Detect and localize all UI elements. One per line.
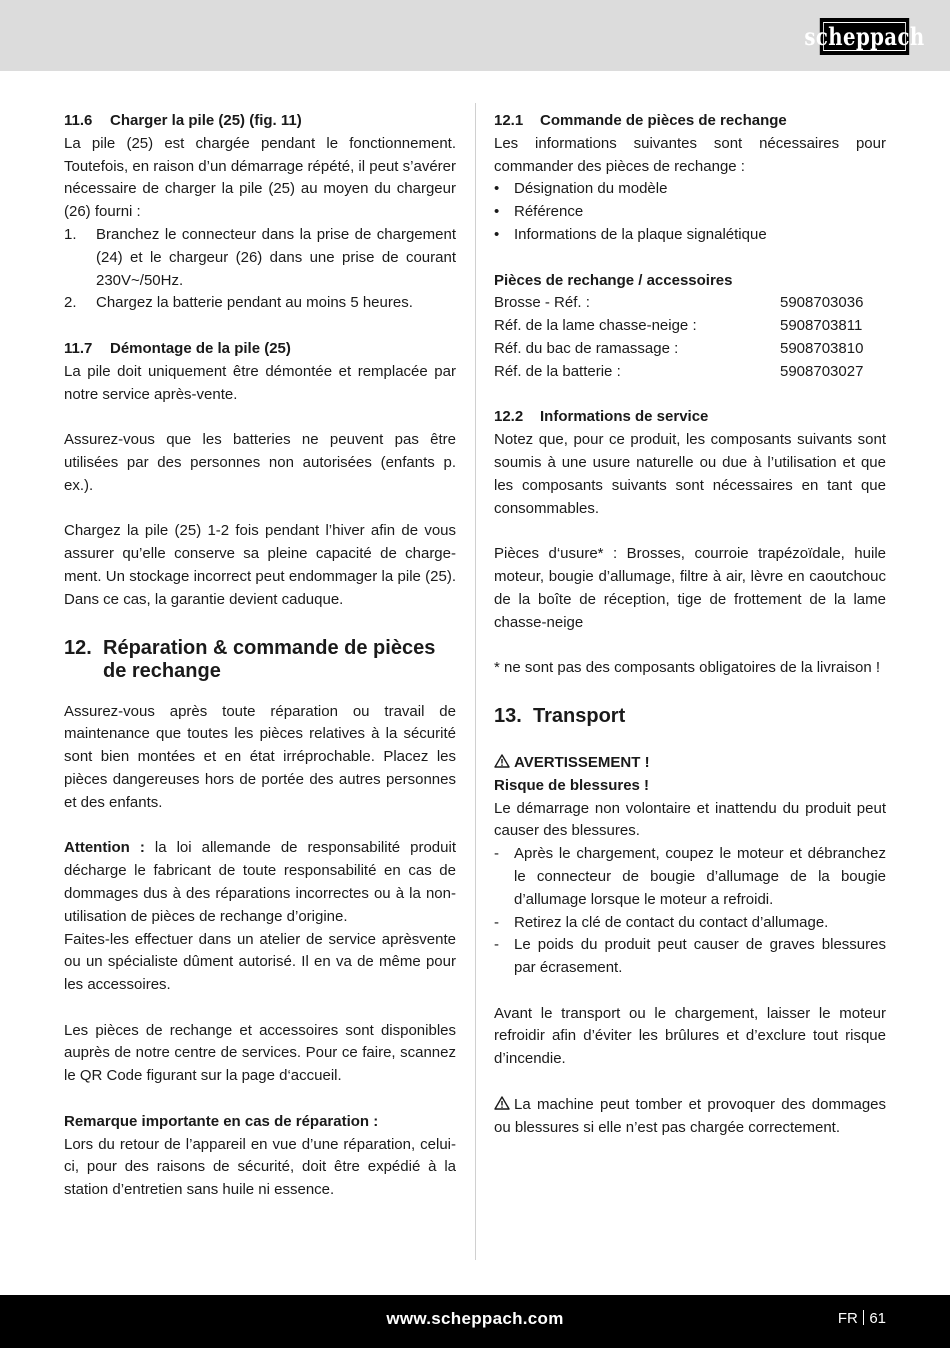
bullet-list bbox=[494, 178, 886, 246]
attention-label: Attention : bbox=[64, 839, 145, 857]
section-title: Charger la pile (25) (fig. 11) bbox=[110, 112, 302, 129]
list-number: 2. bbox=[64, 294, 77, 312]
list-number: 1. bbox=[64, 225, 77, 243]
list-item bbox=[494, 934, 886, 980]
section-number: 11.6 bbox=[64, 112, 93, 129]
table-row bbox=[494, 292, 886, 315]
header-bar bbox=[0, 0, 950, 71]
paragraph: Assurez-vous que les batteries ne peuvent pas être utilisées par des personnes non autorisées (enfants p. ex.). bbox=[64, 431, 456, 494]
section-number: 11.7 bbox=[64, 339, 93, 357]
list-item bbox=[494, 843, 886, 911]
warning-triangle-icon bbox=[494, 754, 510, 768]
left-column bbox=[64, 110, 456, 1202]
list-text: Le poids du produit peut causer de graves blessures par écrasement. bbox=[514, 936, 886, 977]
part-label: Réf. de la batterie : bbox=[494, 362, 621, 380]
table-row bbox=[494, 361, 886, 384]
dash-marker: - bbox=[494, 845, 499, 863]
repair-note-heading: Remarque importante en cas de réparation : bbox=[64, 1112, 379, 1130]
list-item bbox=[494, 201, 886, 224]
warning-subtitle: Risque de blessures ! bbox=[494, 776, 650, 794]
paragraph: Les informations suivantes sont nécessaires pour commander des pièces de rechange : bbox=[494, 134, 886, 175]
list-item bbox=[494, 224, 886, 247]
parts-table bbox=[494, 292, 886, 383]
list-item bbox=[64, 292, 456, 315]
footer-bar bbox=[0, 1295, 950, 1348]
bullet-icon: • bbox=[494, 203, 500, 221]
paragraph: La pile doit uniquement être démontée et remplacée par notre service après-vente. bbox=[64, 362, 456, 403]
paragraph: Assurez-vous après toute réparation ou travail de maintenance que toutes les pièces relatives à la sécurité sont bien montées et en état irréprochable. Placez les pièces dangereuses hors de portée des autres personnes et des enfants. bbox=[64, 702, 456, 811]
warning-title: AVERTISSEMENT ! bbox=[514, 753, 650, 771]
section-title: Commande de pièces de rechange bbox=[540, 112, 787, 129]
section-title: Réparation & commande de pièces de rechange bbox=[103, 636, 436, 682]
section-13-heading bbox=[494, 705, 886, 728]
website-url: www.scheppach.com bbox=[386, 1309, 564, 1328]
paragraph: Avant le transport ou le chargement, laisser le moteur refroidir afin d’éviter les brûlures et d’exclure tout risque d’incendie. bbox=[494, 1004, 886, 1068]
part-label: Réf. de la lame chasse-neige : bbox=[494, 317, 697, 335]
list-item bbox=[494, 912, 886, 935]
parts-heading: Pièces de rechange / accessoires bbox=[494, 271, 733, 289]
paragraph: Les pièces de rechange et accessoires sont disponibles auprès de notre centre de services. Pour ce faire, scannez le QR Code figurant sur la page d‘accueil. bbox=[64, 1021, 456, 1085]
warning-text: La machine peut tomber et provoquer des dommages ou blessures si elle n’est pas chargée correctement. bbox=[494, 1095, 886, 1136]
warning-paragraph bbox=[494, 1094, 886, 1140]
dash-list bbox=[494, 843, 886, 980]
dash-marker: - bbox=[494, 936, 499, 954]
attention-paragraph bbox=[64, 837, 456, 928]
dash-marker: - bbox=[494, 913, 499, 931]
section-12-2-heading bbox=[494, 406, 886, 429]
list-item bbox=[64, 224, 456, 292]
section-12-heading bbox=[64, 637, 456, 683]
numbered-list bbox=[64, 224, 456, 315]
brand-logo-text: scheppach bbox=[804, 22, 925, 51]
page-num: 61 bbox=[869, 1310, 886, 1327]
list-item bbox=[494, 178, 886, 201]
list-text: Après le chargement, coupez le moteur et débranchez le connecteur de bougie d’allumage de la bougie d’allumage lorsque le moteur a refroidi. bbox=[514, 845, 886, 908]
warning-heading bbox=[494, 752, 886, 775]
section-title: Démontage de la pile (25) bbox=[110, 339, 291, 357]
page-number bbox=[838, 1310, 886, 1327]
section-number: 12. bbox=[64, 636, 92, 659]
paragraph: Le démarrage non volontaire et inattendu du produit peut causer des blessures. bbox=[494, 799, 886, 840]
list-text: Chargez la batterie pendant au moins 5 heures. bbox=[96, 294, 413, 312]
section-number: 12.1 bbox=[494, 112, 524, 129]
section-number: 13. bbox=[494, 704, 522, 727]
part-ref: 5908703027 bbox=[780, 362, 864, 380]
brand-logo bbox=[804, 18, 925, 55]
part-ref: 5908703036 bbox=[780, 294, 864, 312]
part-label: Réf. du bac de ramassage : bbox=[494, 339, 679, 357]
part-label: Brosse - Réf. : bbox=[494, 294, 590, 312]
list-text: Référence bbox=[514, 203, 584, 221]
paragraph: La pile (25) est chargée pendant le fonctionnement. Toutefois, en raison d’un démarrage répété, il peut s’avérer nécessaire de charger la pile (25) au moyen du chargeur (26) fourni : bbox=[64, 134, 456, 221]
part-ref: 5908703810 bbox=[780, 339, 864, 357]
paragraph: Pièces d‘usure* : Brosses, courroie trapézoïdale, huile moteur, bougie d’allumage, filtre à air, lèvre en caoutchouc de la boîte de réception, tige de frottement de la lame chasse-neige bbox=[494, 545, 886, 631]
attention-text: la loi allemande de responsabilité produit décharge le fabricant de toute responsabilité en cas de dommages dus à des réparations incorrectes ou à la non-utilisation de pièces de rechange d’origine. bbox=[64, 839, 456, 925]
section-11-7-heading bbox=[64, 338, 456, 361]
column-divider bbox=[475, 103, 476, 1260]
section-12-1-heading bbox=[494, 110, 886, 133]
bullet-icon: • bbox=[494, 225, 500, 243]
list-text: Informations de la plaque signalétique bbox=[514, 225, 767, 243]
table-row bbox=[494, 315, 886, 338]
table-row bbox=[494, 338, 886, 361]
bullet-icon: • bbox=[494, 180, 500, 198]
section-title: Transport bbox=[533, 704, 626, 727]
paragraph: * ne sont pas des composants obligatoires de la livraison ! bbox=[494, 659, 881, 677]
separator bbox=[863, 1310, 865, 1325]
paragraph: Faites-les effectuer dans un atelier de service aprèsvente ou un spécialiste dûment autorisé. Il en va de même pour les accessoires. bbox=[64, 930, 456, 994]
section-11-6-heading bbox=[64, 110, 456, 133]
paragraph: Lors du retour de l’appareil en vue d’une réparation, celui-ci, pour des raisons de sécurité, doit être expédié à la station d’entretien sans huile ni essence. bbox=[64, 1135, 456, 1199]
list-text: Branchez le connecteur dans la prise de chargement (24) et le chargeur (26) dans une prise de courant 230V~/50Hz. bbox=[96, 225, 456, 289]
section-title: Informations de service bbox=[540, 408, 709, 426]
warning-triangle-icon bbox=[494, 1096, 510, 1110]
language-code: FR bbox=[837, 1310, 858, 1327]
list-text: Retirez la clé de contact du contact d’allumage. bbox=[514, 913, 829, 931]
paragraph: Chargez la pile (25) 1-2 fois pendant l’hiver afin de vous assurer qu’elle conserve sa pleine capacité de chargement. Un stockage incorrect peut endommager la pile (25). Dans ce cas, la garantie devient caduque. bbox=[64, 522, 456, 608]
section-number: 12.2 bbox=[494, 408, 524, 426]
list-text: Désignation du modèle bbox=[514, 180, 668, 198]
part-ref: 5908703811 bbox=[780, 317, 863, 335]
paragraph: Notez que, pour ce produit, les composants suivants sont soumis à une usure naturelle ou due à l’utilisation et que les composants suivants sont nécessaires en tant que consommables. bbox=[494, 431, 886, 517]
right-column bbox=[494, 110, 886, 1139]
